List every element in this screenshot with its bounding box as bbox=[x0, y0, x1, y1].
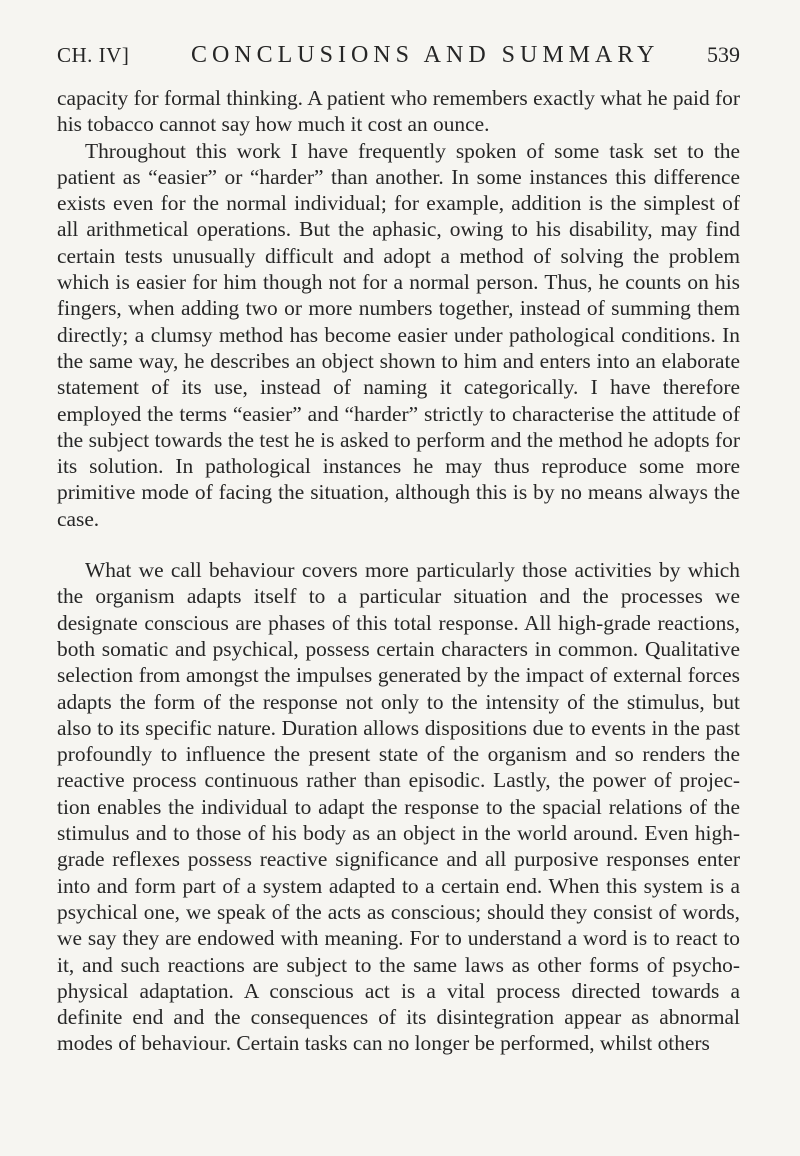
page-number: 539 bbox=[707, 42, 740, 67]
running-title: CONCLUSIONS AND SUMMARY bbox=[190, 42, 660, 68]
running-header bbox=[57, 42, 740, 82]
chapter-label: CH. IV] bbox=[57, 43, 130, 67]
book-page bbox=[57, 42, 740, 1057]
paragraph-easier-harder: Throughout this work I have frequently spoken of some task set to the patient as “easier” or “harder” than another. In some instances this difference exists even for the normal individual; for example, addition is the simplest of all arithmetical operations. But the aphasic, owing to his disability, may find certain tests unusually difficult and adopt a method of solving the problem which is easier for him though not for a normal person. Thus, he counts on his fingers, when adding two or more numbers together, instead of summing them directly; a clumsy method has become easier under pathological conditions. In the same way, he describes an object shown to him and enters into an elaborate statement of its use, instead of naming it categorically. I have therefore employed the terms “easier” and “harder” strictly to characterise the attitude of the subject towards the test he is asked to perform and the method he adopts for its solution. In pathological instances he may thus reproduce some more primitive mode of facing the situation, although this is by no means always the case. bbox=[57, 138, 740, 531]
body-text bbox=[57, 85, 740, 1057]
paragraph-behaviour: What we call behaviour covers more particularly those activities by which the organism adapts itself to a particular situation and the processes we designate conscious are phases of this total response. All high-grade reactions, both somatic and psychical, possess certain characters in common. Qualitative selection from amongst the impulses generated by the impact of external forces adapts the form of the response not only to the intensity of the stimulus, but also to its specific nature. Duration allows dispositions due to events in the past profoundly to influence the present state of the organism and so renders the reactive process continuous rather than episodic. Lastly, the power of projection enables the individual to adapt the response to the spacial relations of the stimulus and to those of his body as an object in the world around. Even high-grade reflexes possess reactive significance and all purposive responses enter into and form part of a system adapted to a certain end. When this system is a psychical one, we speak of the acts as conscious; should they consist of words, we say they are endowed with meaning. For to understand a word is to react to it, and such reactions are subject to the same laws as other forms of psycho-physical adaptation. A conscious act is a vital process directed towards a definite end and the consequences of its disintegration appear as abnormal modes of behaviour. Certain tasks can no longer be performed, whilst others bbox=[57, 558, 740, 1056]
paragraph-continued: capacity for formal thinking. A patient who remembers exactly what he paid for his tobacco cannot say how much it cost an ounce. bbox=[57, 86, 740, 137]
